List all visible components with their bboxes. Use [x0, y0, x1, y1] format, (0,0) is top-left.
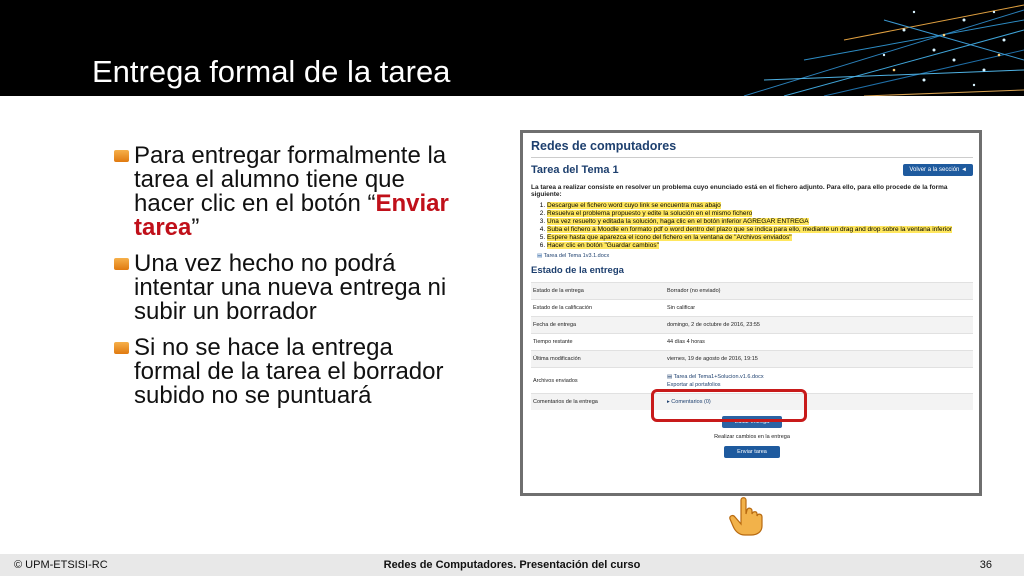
save-changes-text: Realizar cambios en la entrega [714, 434, 790, 440]
table-row: Tiempo restante 44 días 4 horas [531, 334, 973, 351]
moodle-screenshot [520, 130, 982, 496]
steps-list [531, 202, 973, 249]
document-icon: ▤ [667, 373, 674, 380]
bullet-2-text: Una vez hecho no podrá intentar una nueva entrega ni subir un borrador [134, 250, 447, 325]
slide-header [0, 0, 1024, 96]
table-row: Estado de la calificación Sin calificar [531, 300, 973, 317]
fiber-optic-image [724, 0, 1024, 96]
back-to-section-button[interactable]: Volver a la sección ◄ [903, 164, 973, 176]
submitted-file-link[interactable]: ▤ Tarea del Tema1+Solucion.v1.6.docx [667, 373, 764, 380]
footer-copyright: © UPM-ETSISI-RC [14, 559, 108, 571]
course-title[interactable]: Redes de computadores [531, 139, 677, 153]
list-item: 5. Espere hasta que aparezca el icono del fichero en la ventana de "Archivos enviados" [547, 234, 973, 241]
divider [531, 157, 973, 158]
table-row: Archivos enviados ▤ Tarea del Tema1+Solucion.v1.6.docx Exportar al portafolios [531, 368, 973, 394]
list-item: 3. Una vez resuelto y editada la solución, haga clic en el botón inferior AGREGAR ENTREGA [547, 218, 973, 225]
bullet-marker-icon [114, 258, 129, 270]
edit-submission-button[interactable]: Editar entrega [722, 416, 782, 428]
status-title: Estado de la entrega [531, 265, 624, 276]
bullet-1-text: Para entregar formalmente la tarea el alumno tiene que hacer clic en el botón “ [134, 142, 447, 217]
slide-footer [0, 554, 1024, 576]
table-row: Última modificación viernes, 19 de agosto de 2016, 19:15 [531, 351, 973, 368]
export-portfolio-link[interactable]: Exportar al portafolios [667, 381, 721, 388]
list-item: 6. Hacer clic en botón "Guardar cambios" [547, 242, 973, 249]
list-item: 1. Descargue el fichero word cuyo link se encuentra mas abajo [547, 202, 973, 209]
bullet-marker-icon [114, 150, 129, 162]
submit-task-button[interactable]: Enviar tarea [724, 446, 780, 458]
task-title: Tarea del Tema 1 [531, 164, 619, 176]
comments-link[interactable]: ▸ Comentarios (0) [665, 394, 973, 411]
attachment-link[interactable]: ▤ Tarea del Tema 1v3.1.docx [537, 253, 610, 259]
table-row: Estado de la entrega Borrador (no enviado) [531, 283, 973, 300]
table-row: Fecha de entrega domingo, 2 de octubre de 2016, 23:55 [531, 317, 973, 334]
list-item: 4. Suba el fichero a Moodle en formato pdf o word dentro del plazo que se indica para ello, mediante un drag and drop sobre la ventana inferior [547, 226, 973, 233]
table-row: Comentarios de la entrega ▸ Comentarios (0) [531, 394, 973, 411]
slide-title: Entrega formal de la tarea [92, 54, 451, 89]
bullet-3 [114, 336, 454, 408]
footer-course-title: Redes de Computadores. Presentación del curso [383, 559, 641, 571]
list-item: 2. Resuelva el problema propuesto y edite la solución en el mismo fichero [547, 210, 973, 217]
bullet-1-close: ” [191, 214, 200, 241]
task-intro: La tarea a realizar consiste en resolver un problema cuyo enunciado está en el fichero adjunto. Para ello, para ello procede de la forma siguiente: [531, 184, 948, 198]
bullet-1-highlight: Enviar tarea [134, 190, 449, 241]
bullet-list [114, 144, 454, 420]
pointing-hand-icon [727, 496, 775, 536]
bullet-1 [114, 144, 454, 240]
bullet-marker-icon [114, 342, 129, 354]
page-number: 36 [979, 559, 992, 571]
bullet-3-text: Si no se hace la entrega formal de la tarea el borrador subido no se puntuará [134, 334, 444, 409]
highlight-box [651, 389, 807, 422]
bullet-2 [114, 252, 454, 324]
document-icon: ▤ [537, 253, 543, 259]
